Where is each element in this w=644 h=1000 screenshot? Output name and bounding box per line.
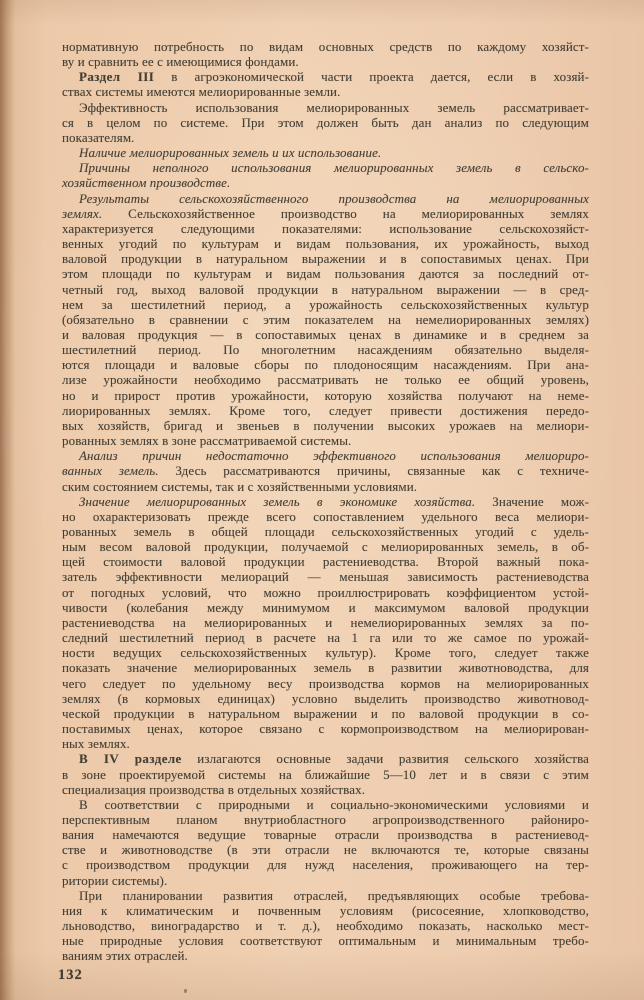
text-segment: Результаты сельскохозяйственного производства на мелиорированных	[79, 190, 589, 206]
text-line	[62, 251, 589, 266]
text-segment: ным весом валовой продукции, получаемой с мелиорированных земель, в об-	[62, 539, 589, 555]
text-line	[62, 645, 589, 660]
text-segment: (обязательно в сравнении с этим показателем на немелиорированных землях)	[62, 311, 589, 327]
text-segment: но охарактеризовать прежде всего сопоставлением удельного веса мелиори-	[62, 508, 589, 524]
text-line	[62, 282, 589, 297]
text-segment: показателям.	[62, 129, 135, 145]
text-line	[62, 479, 589, 494]
text-segment: вания намечаются ведущие товарные отрасли производства в растениевод-	[62, 827, 589, 843]
text-line	[62, 933, 589, 948]
text-line	[62, 312, 589, 327]
text-segment: землях.	[62, 205, 103, 221]
text-line	[62, 888, 589, 903]
text-line	[62, 206, 589, 221]
text-segment: ются площади и валовые сборы по плодоносящим насаждениям. При ана-	[62, 357, 589, 373]
text-segment: Эффективность использования мелиорированных земель рассматривает-	[79, 99, 589, 115]
text-line	[62, 585, 589, 600]
text-segment: ных землях.	[62, 736, 130, 752]
scan-speck	[184, 989, 187, 993]
text-line	[62, 721, 589, 736]
text-line	[62, 600, 589, 615]
text-line	[62, 524, 589, 539]
text-line	[62, 191, 589, 206]
text-segment: от погодных условий, что можно проиллюстрировать коэффициентом устой-	[62, 584, 589, 600]
text-segment: Сельскохозяйственное производство на мелиорированных землях	[102, 205, 589, 221]
text-segment: валовой продукции в натуральном выражении и в сопоставимых ценах. При	[62, 251, 589, 267]
text-line	[62, 857, 589, 872]
text-segment: рованных землях в зоне рассматриваемой системы.	[62, 433, 352, 449]
text-line	[62, 175, 589, 190]
text-line	[62, 130, 589, 145]
text-line	[62, 691, 589, 706]
text-segment: показать значение мелиорированных земель в развитии животноводства, для	[62, 660, 589, 676]
text-segment: ческой продукции в натуральном выражении и по валовой продукции в со-	[62, 705, 589, 721]
text-segment: Наличие мелиорированных земель и их использование.	[79, 145, 382, 161]
text-segment: но и прирост против урожайности, которую хозяйства получают на неме-	[62, 387, 589, 403]
text-segment: чего следует по удельному весу производства кормов на мелиорированных	[62, 675, 589, 691]
text-line	[62, 903, 589, 918]
text-segment: поставимых ценах, которое связано с кормопроизводством на мелиорирован-	[62, 721, 589, 737]
text-line	[62, 812, 589, 827]
text-segment: характеризуется следующими показателями: использование сельскохозяйст-	[62, 220, 589, 236]
text-segment: ные природные условия соответствуют оптимальным и минимальным требо-	[62, 933, 589, 949]
text-line	[62, 827, 589, 842]
text-line	[62, 918, 589, 933]
text-segment: нем за шестилетний период, а урожайность сельскохозяйственных культур	[62, 296, 589, 312]
text-segment: ности ведущих сельскохозяйственных культур). Кроме того, следует также	[62, 645, 589, 661]
text-line	[62, 554, 589, 569]
text-line	[62, 873, 589, 888]
text-line	[62, 54, 589, 69]
text-line	[62, 630, 589, 645]
text-line	[62, 221, 589, 236]
text-segment: ся в целом по системе. При этом должен быть дан анализ по следующим	[62, 114, 589, 130]
text-segment: в агроэкономической части проекта дается, если в хозяй-	[154, 69, 590, 85]
text-segment: венных угодий по культурам и видам пользования, их урожайность, выход	[62, 236, 589, 252]
text-line	[62, 736, 589, 751]
text-segment: Значение мож-	[475, 493, 589, 509]
text-line	[62, 615, 589, 630]
text-line	[62, 403, 589, 418]
text-line	[62, 676, 589, 691]
text-segment: Значение мелиорированных земель в экономике хозяйства.	[79, 493, 476, 509]
text-line	[62, 418, 589, 433]
text-segment: землях (в кормовых единицах) условно выделить производство животновод-	[62, 690, 589, 706]
text-segment: и валовая продукция — в сопоставимых ценах в динамике и в среднем за	[62, 326, 589, 342]
text-block	[62, 39, 589, 964]
page-gutter-shadow	[0, 0, 14, 1000]
text-segment: Причины неполного использования мелиорированных земель в сельско-	[79, 160, 589, 176]
text-segment: лиорированных землях. Кроме того, следует привести достижения передо-	[62, 402, 589, 418]
text-line	[62, 372, 589, 387]
text-line	[62, 39, 589, 54]
text-line	[62, 569, 589, 584]
text-line	[62, 236, 589, 251]
text-line	[62, 463, 589, 478]
text-segment: четный год, выход валовой продукции в натуральном выражении — в сред-	[62, 281, 589, 297]
text-segment: шестилетний период. По многолетним насаждениям обязательно выделя-	[62, 342, 589, 358]
page-number: 132	[58, 967, 83, 983]
text-segment: ванных земель.	[62, 463, 159, 479]
text-line	[62, 297, 589, 312]
text-line	[62, 706, 589, 721]
text-line	[62, 660, 589, 675]
text-segment: ритории системы).	[62, 872, 168, 888]
text-line	[62, 388, 589, 403]
text-line	[62, 797, 589, 812]
text-segment: нормативную потребность по видам основных средств по каждому хозяйст-	[62, 39, 589, 54]
text-segment: следний шестилетний период в расчете на 1 га или то же самое по урожай-	[62, 630, 589, 646]
text-segment: затель эффективности мелиораций — меньшая зависимость растениеводства	[62, 569, 589, 585]
text-segment: рованных земель в общей площади сельскохозяйственных угодий с удель-	[62, 524, 589, 539]
text-segment: Здесь рассматриваются причины, связанные как с техниче-	[158, 463, 589, 479]
text-segment: Анализ причин недостаточно эффективного использования мелиориро-	[79, 448, 589, 464]
text-line	[62, 115, 589, 130]
text-line	[62, 751, 589, 766]
text-line	[62, 84, 589, 99]
text-segment: ву и сравнить ее с имеющимися фондами.	[62, 54, 299, 70]
text-segment: излагаются основные задачи развития сельского хозяйства	[181, 751, 590, 767]
text-segment: ния к климатическим и почвенным условиям (рисосеяние, хлопководство,	[62, 902, 589, 918]
text-line	[62, 145, 589, 160]
text-segment: специализация производства в отдельных хозяйствах.	[62, 781, 366, 797]
text-segment: вых хозяйств, бригад и звеньев в получении высоких урожаев на мелиори-	[62, 417, 589, 433]
text-line	[62, 160, 589, 175]
text-segment: хозяйственном производстве.	[62, 175, 231, 191]
text-segment: В соответствии с природными и социально-экономическими условиями и	[79, 796, 589, 812]
text-line	[62, 327, 589, 342]
text-segment: растениеводства на мелиорированных и немелиорированных землях за по-	[62, 614, 589, 630]
text-line	[62, 448, 589, 463]
text-segment: В IV разделе	[79, 751, 182, 767]
text-line	[62, 782, 589, 797]
text-segment: льноводство, виноградарство и т. д.), необходимо показать, насколько мест-	[62, 918, 589, 934]
text-line	[62, 767, 589, 782]
text-line	[62, 69, 589, 84]
text-segment: этом площади по культурам и видам пользования даются за последний от-	[62, 266, 589, 282]
text-line	[62, 100, 589, 115]
text-line	[62, 539, 589, 554]
text-segment: с производством продукции для нужд населения, проживающего на тер-	[62, 857, 589, 873]
text-line	[62, 842, 589, 857]
text-segment: ваниям этих отраслей.	[62, 948, 188, 964]
text-segment: щей стоимости валовой продукции растениеводства. Второй важный пока-	[62, 554, 589, 570]
text-line	[62, 509, 589, 524]
text-line	[62, 342, 589, 357]
text-segment: в зоне проектируемой системы на ближайшие 5—10 лет и в связи с этим	[62, 766, 589, 782]
text-line	[62, 494, 589, 509]
text-segment: При планировании развития отраслей, предъявляющих особые требова-	[79, 887, 589, 903]
text-segment: стве и животноводстве (в эти отрасли не включаются те, которые связаны	[62, 842, 589, 858]
text-segment: ствах системы имеются мелиорированные земли.	[62, 84, 341, 100]
text-segment: перспективным планом внутриобластного агропроизводственного райониро-	[62, 811, 589, 827]
text-line	[62, 948, 589, 963]
text-line	[62, 433, 589, 448]
text-segment: чивости (колебания между минимумом и максимумом валовой продукции	[62, 599, 589, 615]
text-segment: лизе урожайности необходимо рассматривать не только ее общий уровень,	[62, 372, 589, 388]
text-line	[62, 357, 589, 372]
text-line	[62, 266, 589, 281]
text-segment: ским состоянием системы, так и с хозяйственными условиями.	[62, 478, 418, 494]
text-segment: Раздел III	[79, 69, 155, 85]
